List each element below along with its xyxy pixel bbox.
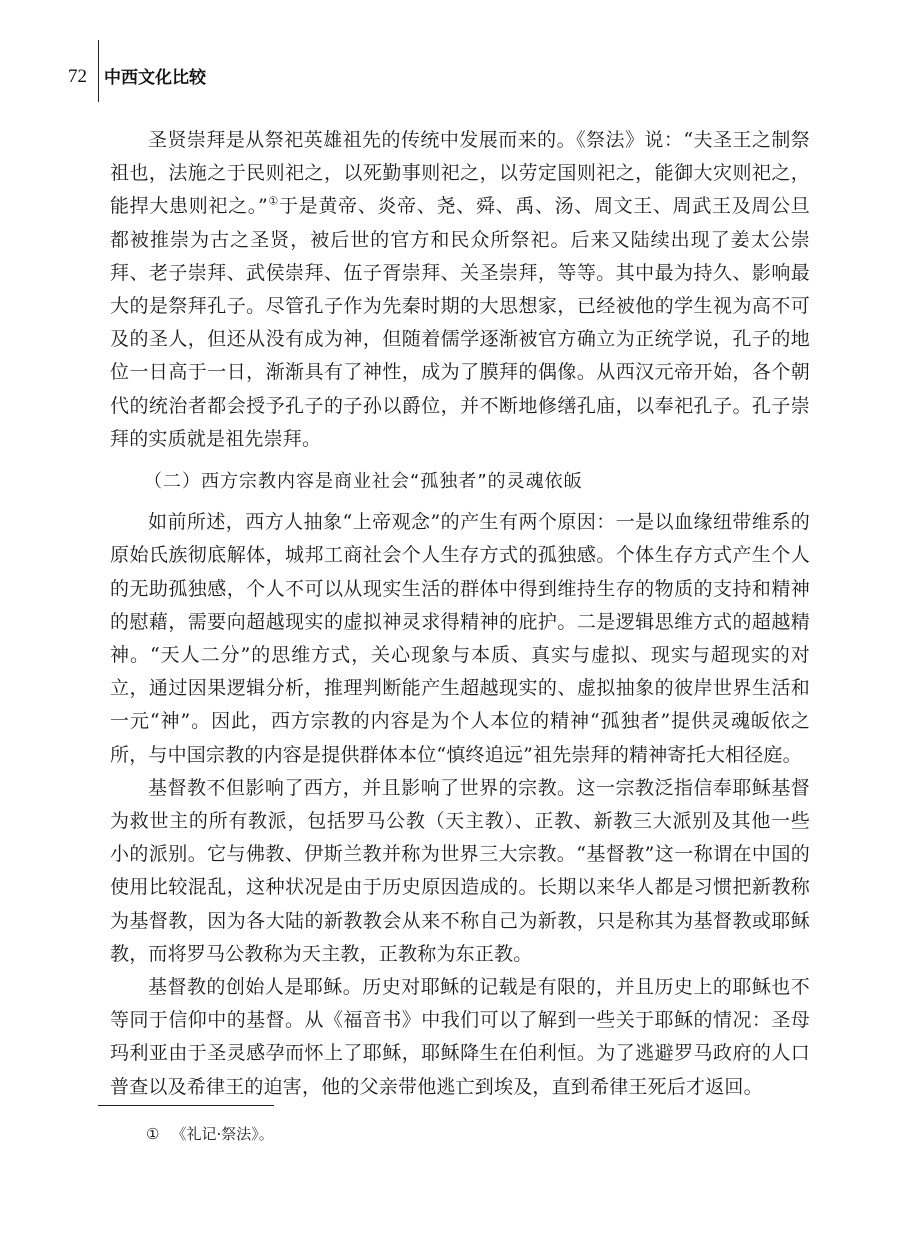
- page-number: 72: [68, 66, 87, 87]
- running-title: 中西文化比较: [104, 68, 206, 88]
- footnote-marker: ①: [146, 1125, 160, 1143]
- paragraph-text: 于是黄帝、炎帝、尧、舜、禹、汤、周文王、周武王及周公旦都被推崇为古之圣贤，被后世的官方和民众所祭祀。后来又陆续出现了姜太公崇拜、老子崇拜、武侯崇拜、伍子胥崇拜、关圣崇拜，等等。其中最为持久、影响最大的是祭拜孔子。尽管孔子作为先秦时期的大思想家，已经被他的学生视为高不可及的圣人，但还从没有成为神，但随着儒学逐渐被官方确立为正统学说，孔子的地位一日高于一日，渐渐具有了神性，成为了膜拜的偶像。从西汉元帝开始，各个朝代的统治者都会授予孔子的子孙以爵位，并不断地修缮孔庙，以奉祀孔子。孔子崇拜的实质就是祖先崇拜。: [110, 195, 811, 450]
- main-text: [110, 124, 810, 1104]
- footnote: [146, 1124, 274, 1144]
- section-heading: （二）西方宗教内容是商业社会“孤独者”的灵魂依皈: [144, 471, 583, 493]
- header-divider: [98, 40, 99, 102]
- paragraph-text: 圣贤崇拜是从祭祀英雄祖先的传统中发展而来的。《祭法》说：“夫圣王之制祭祖也，法施之于民则祀之，以死勤事则祀之，以劳定国则祀之，能御大灾则祀之，能捍大患则祀之。”: [110, 129, 810, 218]
- footnote-reference: ①: [267, 195, 279, 209]
- paragraph-sage-worship: [110, 124, 810, 456]
- paragraph-christianity-overview: 基督教不但影响了西方，并且影响了世界的宗教。这一宗教泛指信奉耶稣基督为救世主的所有教派，包括罗马公教（天主教）、正教、新教三大派别及其他一些小的派别。它与佛教、伊斯兰教并称为世界三大宗教。“基督教”这一称谓在中国的使用比较混乱，这种状况是由于历史原因造成的。长期以来华人都是习惯把新教称为基督教，因为各大陆的新教教会从来不称自己为新教，只是称其为基督教或耶稣教，而将罗马公教称为天主教，正教称为东正教。: [110, 776, 810, 965]
- paragraph-jesus-origin: 基督教的创始人是耶稣。历史对耶稣的记载是有限的，并且历史上的耶稣也不等同于信仰中的基督。从《福音书》中我们可以了解到一些关于耶稣的情况：圣母玛利亚由于圣灵感孕而怀上了耶稣，耶稣降生在伯利恒。为了逃避罗马政府的人口普查以及希律王的迫害，他的父亲带他逃亡到埃及，直到希律王死后才返回。: [110, 976, 810, 1098]
- footnote-divider: [98, 1105, 274, 1106]
- page-header: [0, 0, 900, 110]
- paragraph-western-religion: 如前所述，西方人抽象“上帝观念”的产生有两个原因：一是以血缘纽带维系的原始氏族彻底解体，城邦工商社会个人生存方式的孤独感。个体生存方式产生个人的无助孤独感，个人不可以从现实生活的群体中得到维持生存的物质的支持和精神的慰藉，需要向超越现实的虚拟神灵求得精神的庇护。二是逻辑思维方式的超越精神。“天人二分”的思维方式，关心现象与本质、真实与虚拟、现实与超现实的对立，通过因果逻辑分析，推理判断能产生超越现实的、虚拟抽象的彼岸世界生活和一元“神”。因此，西方宗教的内容是为个人本位的精神“孤独者”提供灵魂皈依之所，与中国宗教的内容是提供群体本位“慎终追远”祖先崇拜的精神寄托大相径庭。: [110, 511, 810, 766]
- footnote-text: 《礼记·祭法》。: [171, 1125, 274, 1143]
